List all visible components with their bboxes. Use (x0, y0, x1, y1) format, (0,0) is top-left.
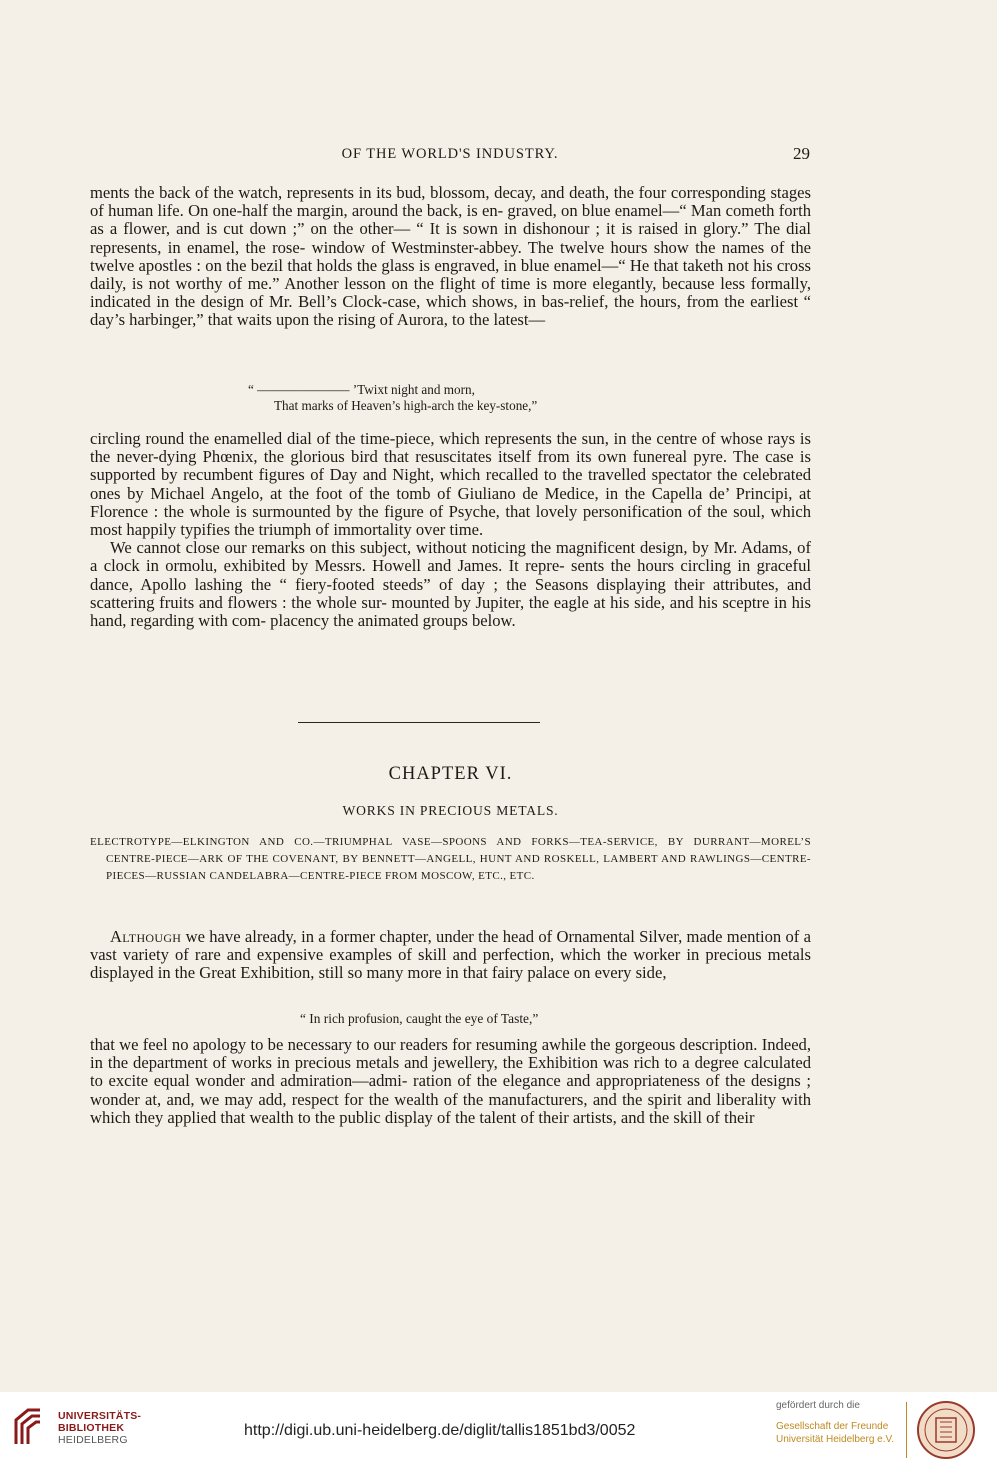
library-city: HEIDELBERG (58, 1434, 128, 1446)
opening-text: we have already, in a former chapter, under the head of Ornamental Silver, made mention of a vast variety of rare and expensive examples of skill and perfection, which the worker in precious metals displayed in the Great Exhibition, still so many more in that fairy palace on every side, (90, 927, 811, 983)
sponsor-label: gefördert durch die (776, 1400, 860, 1411)
synopsis-text: ELECTROTYPE—ELKINGTON AND CO.—TRIUMPHAL VASE—SPOONS AND FORKS—TEA-SERVICE, BY DURRANT—MOREL’S CENTRE-PIECE—ARK OF THE COVENANT, BY BENNETT—ANGELL, HUNT AND ROSKELL, LAMBERT AND RAWLINGS—CENTRE-PIECES—RUSSIAN CANDELABRA—CENTRE-PIECE FROM MOSCOW, ETC., ETC. (90, 836, 811, 882)
inline-quotation: “ In rich profusion, caught the eye of Taste,” (300, 1011, 539, 1026)
library-name-line: UNIVERSITÄTS- (58, 1410, 142, 1422)
text-block-chapter-opening (90, 928, 811, 983)
paragraph-ormolu-clock: We cannot close our remarks on this subject, without noticing the magnificent design, by Mr. Adams, of a clock in ormolu, exhibited by Messrs. Howell and James. It repre- sents the hours circling in graceful dance, Apollo lashing the “ fiery-footed steeds” of day ; the Seasons displaying their attributes, and scattering fruits and flowers : the whole sur- mounted by Jupiter, the eagle at his side, and his sceptre in his hand, regarding with com- placency the animated groups below. (90, 538, 811, 631)
digitization-footer (0, 1392, 997, 1468)
chapter-synopsis (90, 834, 811, 885)
library-name-line: BIBLIOTHEK (58, 1422, 125, 1434)
society-seal-icon (916, 1400, 976, 1460)
chapter-subtitle: WORKS IN PRECIOUS METALS. (342, 803, 559, 818)
page-header (90, 146, 810, 172)
section-divider (298, 722, 540, 723)
paragraph-clock-case: circling round the enamelled dial of the time-piece, which represents the sun, in the centre of whose rays is the never-dying Phœnix, the glorious bird that resuscitates itself from its own funereal pyre. The case is supported by recumbent figures of Day and Night, which recalled to the travelled spectator the celebrated ones by Michael Angelo, at the foot of the tomb of Giuliano de Medice, in the Capella de’ Principi, at Florence : the whole is surmounted by the figure of Psyche, that lovely personification of the soul, which most happily typifies the triumph of immortality over time. (90, 429, 811, 540)
running-head: OF THE WORLD'S INDUSTRY. (341, 146, 559, 162)
verse-line: “ ——————— ’Twixt night and morn, (248, 382, 475, 397)
library-name (58, 1410, 141, 1446)
sponsor-name (776, 1420, 894, 1446)
sponsor-name-line: Universität Heidelberg e.V. (776, 1434, 895, 1445)
university-library-logo-icon (10, 1406, 46, 1446)
verse-quotation (248, 382, 537, 414)
sponsor-name-line: Gesellschaft der Freunde (776, 1421, 889, 1432)
text-block-top (90, 184, 811, 330)
chapter-title: CHAPTER VI. (388, 764, 513, 784)
verse-line: That marks of Heaven’s high-arch the key-stone,” (274, 398, 538, 413)
sponsor-divider (906, 1402, 907, 1458)
paragraph-watch-description: ments the back of the watch, represents in its bud, blossom, decay, and death, the four corresponding stages of human life. On one-half the margin, around the back, is en- graved, on blue enamel—“ Man cometh forth as a flower, and is cut down ;” on the other— “ It is sown in dishonour ; it is raised in glory.” The dial represents, in enamel, the rose- window of Westminster-abbey. The twelve hours show the names of the twelve apostles : on the bezil that holds the glass is engraved, in blue enamel—“ He that taketh not his cross daily, is not worthy of me.” Another lesson on the flight of time is more elegantly, because less formally, indicated in the design of Mr. Bell’s Clock-case, which shows, in bas-relief, the hours, from the earliest “ day’s harbinger,” that waits upon the rising of Aurora, to the latest— (90, 183, 811, 330)
text-block-middle (90, 430, 811, 630)
text-block-bottom (90, 1036, 811, 1127)
page-number: 29 (793, 144, 810, 163)
paragraph-opening (90, 928, 811, 983)
permalink-url[interactable]: http://digi.ub.uni-heidelberg.de/diglit/tallis1851bd3/0052 (244, 1422, 636, 1439)
opening-word: Although (110, 927, 182, 946)
paragraph-description: that we feel no apology to be necessary to our readers for resuming awhile the gorgeous description. Indeed, in the department of works in precious metals and jewellery, the Exhibition was rich to a degree calculated to excite equal wonder and admiration—admi- ration of the elegance and appropriateness of the designs ; wonder at, and, we may add, respect for the wealth of the manufacturers, and the spirit and liberality with which they applied that wealth to the public display of the talent of their artists, and the skill of their (90, 1035, 811, 1127)
